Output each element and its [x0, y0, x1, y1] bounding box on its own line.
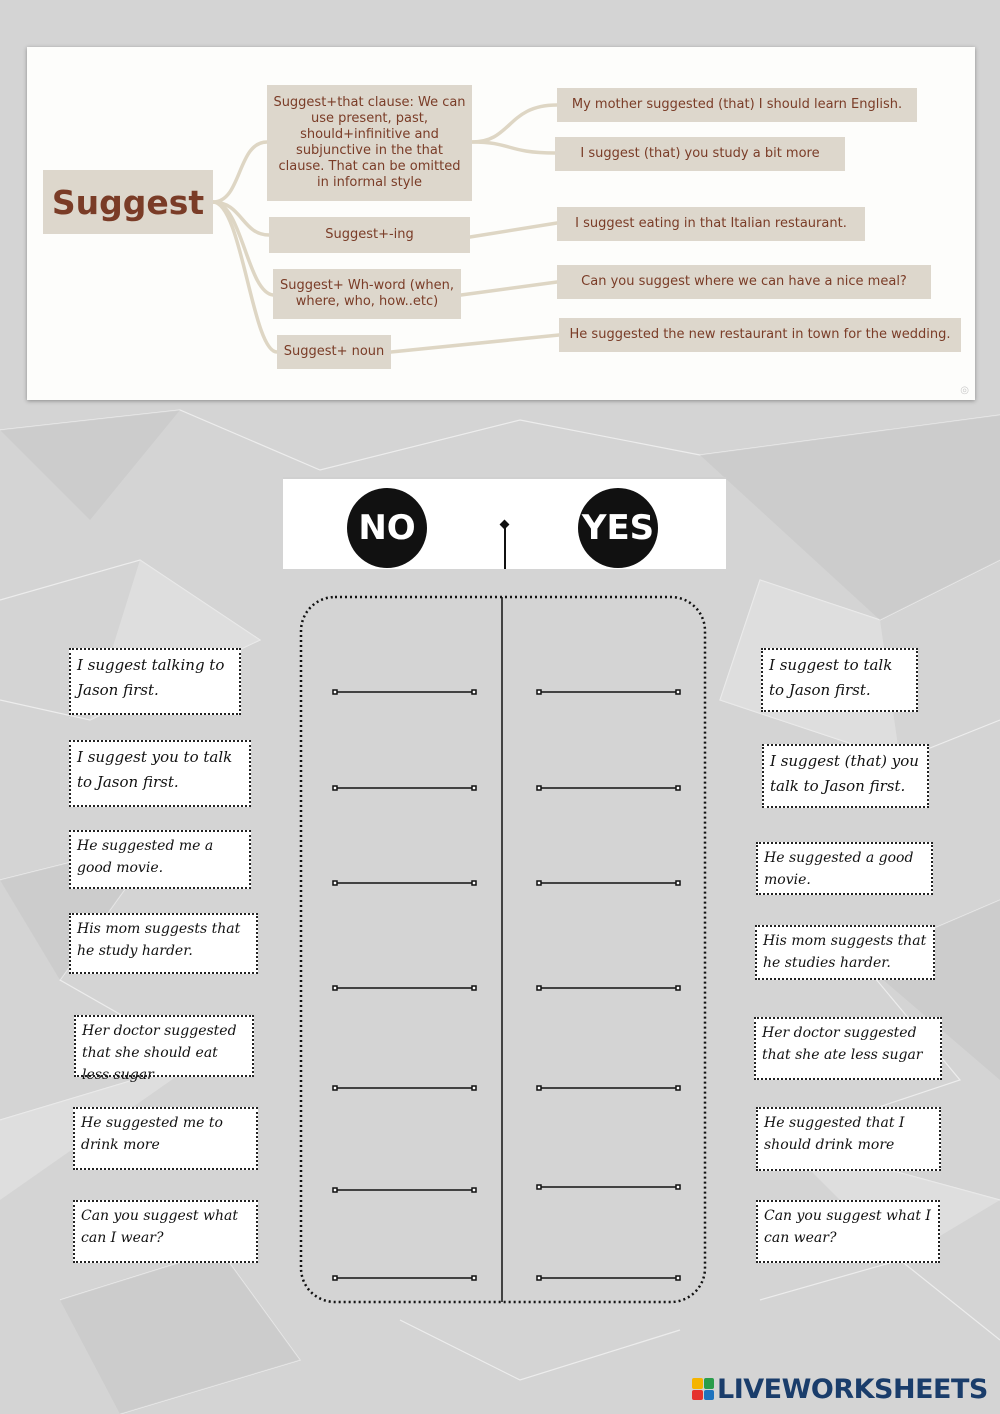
liveworksheets-logo-icon — [692, 1378, 714, 1400]
branch-noun: Suggest+ noun — [277, 335, 391, 369]
draggable-card-right-3[interactable]: He suggested a good movie. — [756, 842, 933, 895]
header-divider — [504, 524, 506, 569]
no-heading: NO — [347, 488, 427, 568]
mindmap-watermark-logo: ◎ — [960, 385, 969, 396]
liveworksheets-logo — [692, 1374, 988, 1404]
draggable-card-right-1[interactable]: I suggest to talk to Jason first. — [761, 648, 918, 712]
draggable-card-left-3[interactable]: He suggested me a good movie. — [69, 830, 251, 889]
branch-wh-word: Suggest+ Wh-word (when, where, who, how..etc) — [273, 269, 461, 319]
draggable-card-right-5[interactable]: Her doctor suggested that she ate less sugar — [754, 1017, 942, 1080]
draggable-card-right-6[interactable]: He suggested that I should drink more — [756, 1107, 941, 1171]
example-study-more: I suggest (that) you study a bit more — [555, 137, 845, 171]
draggable-card-left-5[interactable]: Her doctor suggested that she should eat less sugar — [74, 1015, 254, 1077]
example-italian-restaurant: I suggest eating in that Italian restaurant. — [557, 207, 865, 241]
brand-text: LIVEWORKSHEETS — [717, 1373, 988, 1405]
branch-that-clause: Suggest+that clause: We can use present, past, should+infinitive and subjunctive in the that clause. That can be omitted in informal style — [267, 85, 472, 201]
draggable-card-left-4[interactable]: His mom suggests that he study harder. — [69, 913, 258, 974]
draggable-card-right-2[interactable]: I suggest (that) you talk to Jason first. — [762, 744, 929, 808]
example-nice-meal: Can you suggest where we can have a nice meal? — [557, 265, 931, 299]
draggable-card-left-7[interactable]: Can you suggest what can I wear? — [73, 1200, 258, 1263]
suggest-mindmap — [27, 47, 975, 400]
example-mother-suggested: My mother suggested (that) I should learn English. — [557, 88, 917, 122]
mindmap-root-suggest: Suggest — [43, 170, 213, 234]
answer-header — [283, 477, 726, 569]
draggable-card-right-4[interactable]: His mom suggests that he studies harder. — [755, 925, 935, 980]
branch-ing: Suggest+-ing — [269, 217, 470, 253]
yes-heading: YES — [578, 488, 658, 568]
draggable-card-left-6[interactable]: He suggested me to drink more — [73, 1107, 258, 1170]
example-new-restaurant: He suggested the new restaurant in town for the wedding. — [559, 318, 961, 352]
draggable-card-right-7[interactable]: Can you suggest what I can wear? — [756, 1200, 940, 1263]
draggable-card-left-2[interactable]: I suggest you to talk to Jason first. — [69, 740, 251, 807]
draggable-card-left-1[interactable]: I suggest talking to Jason first. — [69, 648, 241, 715]
